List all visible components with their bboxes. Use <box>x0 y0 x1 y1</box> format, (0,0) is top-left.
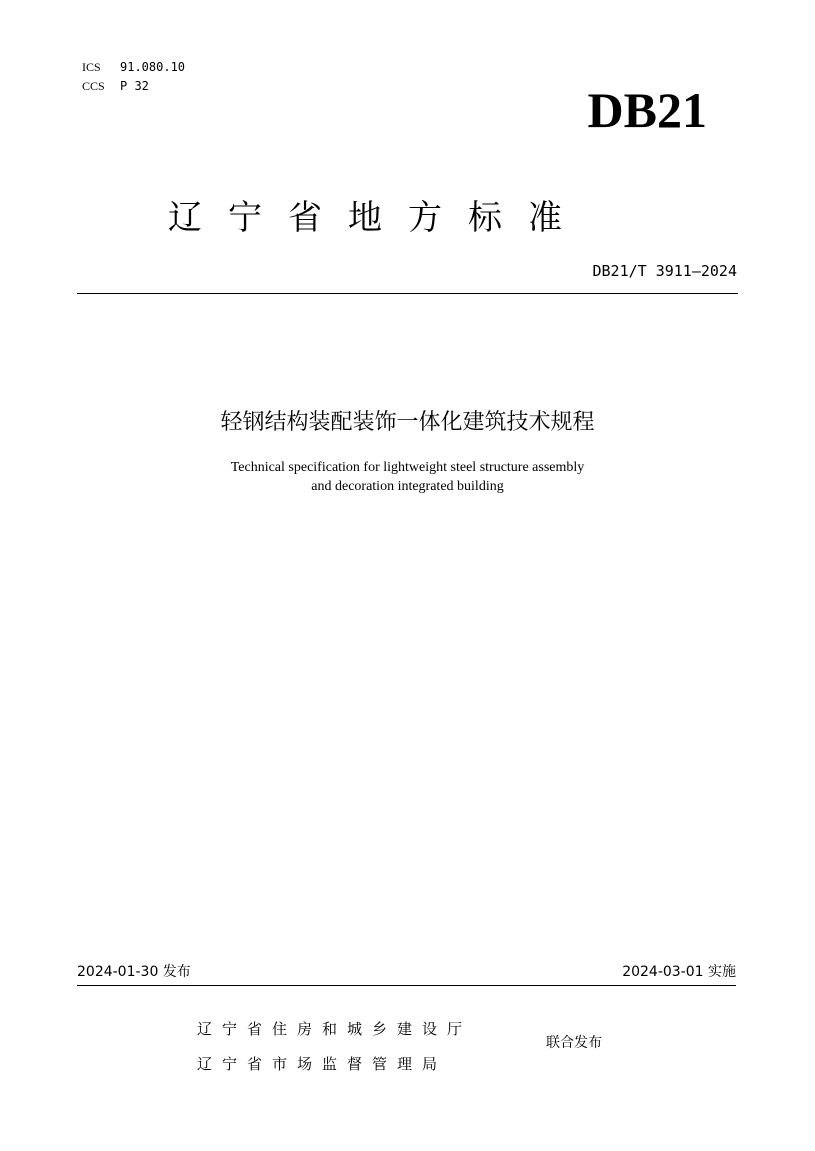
standard-code: DB21 <box>587 82 707 138</box>
bottom-divider <box>77 985 736 986</box>
ics-label: ICS <box>82 60 101 74</box>
ics-value: 91.080.10 <box>120 60 186 74</box>
top-divider <box>77 293 738 294</box>
publisher-housing-department: 辽宁省住房和城乡建设厅 <box>197 1020 473 1038</box>
implement-date: 2024-03-01 实施 <box>622 964 736 980</box>
standard-type: 辽宁省地方标准 <box>168 198 588 238</box>
ccs-value: P 32 <box>120 79 149 93</box>
title-english-line-2: and decoration integrated building <box>311 479 504 494</box>
publisher-market-regulation-bureau: 辽宁省市场监督管理局 <box>197 1055 448 1073</box>
ics-classification <box>82 60 185 74</box>
joint-release-label: 联合发布 <box>546 1035 602 1051</box>
standard-number: DB21/T 3911—2024 <box>592 262 737 280</box>
ccs-classification <box>82 79 149 93</box>
title-english <box>0 458 815 496</box>
issue-date: 2024-01-30 发布 <box>77 964 191 980</box>
ccs-label: CCS <box>82 79 105 93</box>
title-chinese: 轻钢结构装配装饰一体化建筑技术规程 <box>220 410 595 435</box>
title-english-line-1: Technical specification for lightweight steel structure assembly <box>230 460 585 475</box>
